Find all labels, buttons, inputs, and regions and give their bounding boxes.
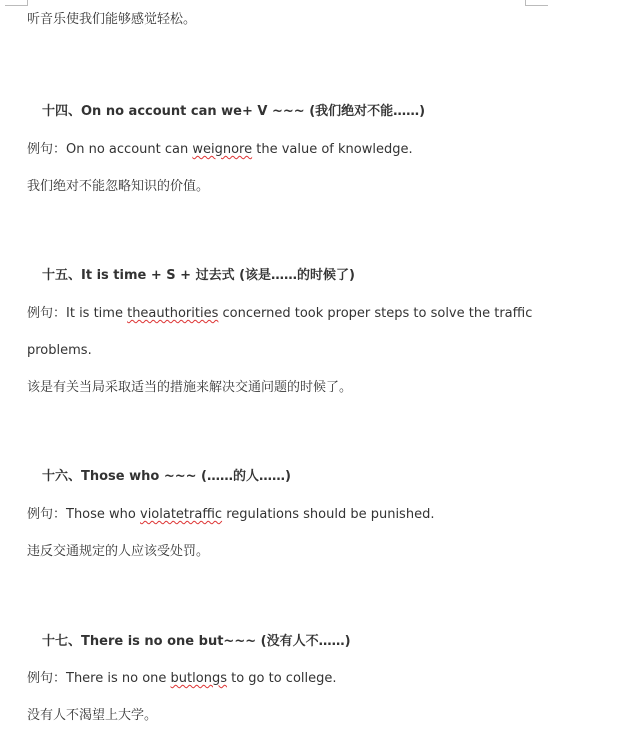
spelling-error[interactable]: butlongs xyxy=(170,671,227,686)
example-sentence xyxy=(27,305,532,323)
example-text: 例句：Those who xyxy=(27,507,140,522)
example-sentence-continued: problems. xyxy=(27,343,92,358)
example-text: 例句：On no account can xyxy=(27,142,193,157)
page-corner-mark-left xyxy=(5,0,28,6)
translation: 该是有关当局采取适当的措施来解决交通问题的时候了。 xyxy=(27,380,353,395)
spelling-error[interactable]: weignore xyxy=(192,142,253,157)
example-sentence xyxy=(27,506,434,524)
spelling-error[interactable]: violatetraffic xyxy=(140,507,223,522)
intro-text: 听音乐使我们能够感觉轻松。 xyxy=(27,12,197,27)
translation: 我们绝对不能忽略知识的价值。 xyxy=(27,179,210,194)
example-sentence xyxy=(27,670,337,688)
section-heading: 十五、It is time + S + 过去式 (该是……的时候了) xyxy=(42,268,355,283)
section-heading: 十七、There is no one but~~~ (没有人不……) xyxy=(42,634,351,649)
section-heading: 十六、Those who ~~~ (……的人……) xyxy=(42,469,291,484)
example-sentence xyxy=(27,141,413,159)
example-text: regulations should be punished. xyxy=(222,507,435,522)
translation: 违反交通规定的人应该受处罚。 xyxy=(27,544,210,559)
spelling-error[interactable]: theauthorities xyxy=(127,306,219,321)
example-text: to go to college. xyxy=(226,671,337,686)
example-text: concerned took proper steps to solve the traffic xyxy=(218,306,533,321)
example-text: 例句：It is time xyxy=(27,306,128,321)
translation: 没有人不渴望上大学。 xyxy=(27,708,158,723)
page-corner-mark-right xyxy=(525,0,548,6)
example-text: the value of knowledge. xyxy=(252,142,413,157)
example-text: 例句：There is no one xyxy=(27,671,171,686)
section-heading: 十四、On no account can we+ V ~~~ (我们绝对不能……) xyxy=(42,104,426,119)
